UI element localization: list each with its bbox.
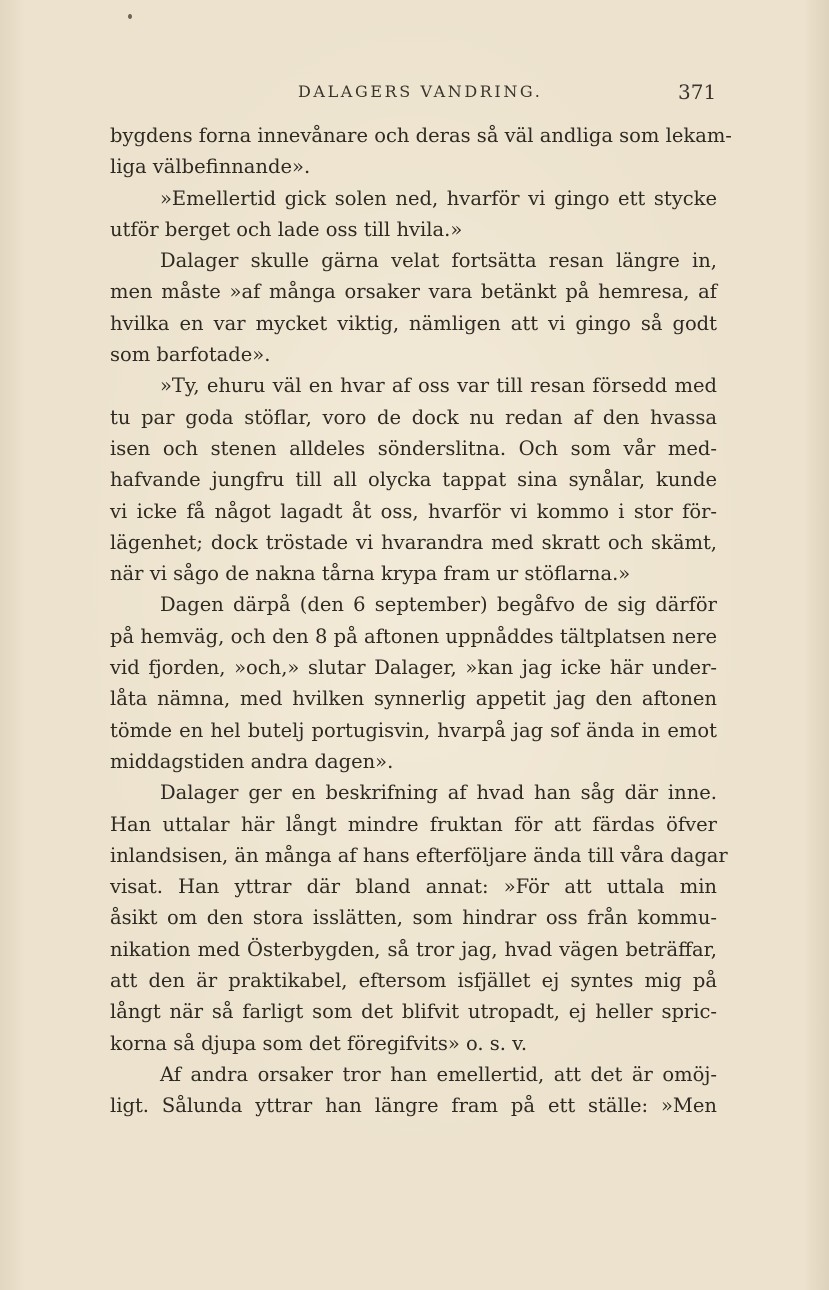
text-line: långt när så farligt som det blifvit utropadt, ej heller spric- [110,1000,717,1024]
text-line: att den är praktikabel, eftersom isfjället ej syntes mig på [110,969,717,993]
text-line: tu par goda stöflar, voro de dock nu redan af den hvassa [110,405,717,429]
text-line: hafvande jungfru till all olycka tappat sina synålar, kunde [110,468,717,492]
text-line: middagstiden andra dagen». [110,749,394,773]
text-line: bygdens forna innevånare och deras så väl andliga som lekam- [110,124,732,147]
text-line: Dagen därpå (den 6 september) begåfvo de sig därför [160,593,717,617]
text-line: hvilka en var mycket viktig, nämligen att vi gingo så godt [110,311,717,335]
text-line: isen och stenen alldeles sönderslitna. Och som vår med- [110,436,717,460]
text-line: inlandsisen, än många af hans efterföljare ända till våra dagar [110,843,728,867]
text-line: vid fjorden, »och,» slutar Dalager, »kan jag icke här under- [110,656,717,680]
text-line: visat. Han yttrar där bland annat: »För att uttala min [110,875,717,899]
text-line: Dalager skulle gärna velat fortsätta resan längre in, [160,249,717,273]
text-line: utför berget och lade oss till hvila.» [110,217,463,241]
text-line: »Ty, ehuru väl en hvar af oss var till resan försedd med [160,374,717,398]
text-line: »Emellertid gick solen ned, hvarför vi gingo ett stycke [160,186,717,210]
body-text [110,120,732,1122]
text-line: ligt. Sålunda yttrar han längre fram på ett ställe: »Men [110,1094,717,1118]
text-line: åsikt om den stora isslätten, som hindrar oss från kommu- [110,906,717,930]
ink-speck [128,14,132,19]
text-line: låta nämna, med hvilken synnerlig appetit jag den aftonen [110,687,717,711]
text-line: när vi sågo de nakna tårna krypa fram ur stöflarna.» [110,562,631,586]
text-line: som barfotade». [110,343,271,367]
text-line: Af andra orsaker tror han emellertid, att det är omöj- [160,1062,717,1086]
running-title: DALAGERS VANDRING. [298,82,543,101]
text-line: på hemväg, och den 8 på aftonen uppnåddes tältplatsen nere [110,624,717,648]
page-number: 371 [678,80,717,104]
text-line: korna så djupa som det föregifvits» o. s. v. [110,1031,528,1055]
text-line: men måste »af många orsaker vara betänkt på hemresa, af [110,280,717,304]
text-line: vi icke få något lagadt åt oss, hvarför vi kommo i stor för- [110,499,717,523]
text-line: nikation med Österbygden, så tror jag, hvad vägen beträffar, [110,937,717,961]
running-head [0,80,829,110]
text-line: lägenhet; dock tröstade vi hvarandra med skratt och skämt, [110,530,717,554]
text-line: tömde en hel butelj portugisvin, hvarpå jag sof ända in emot [110,718,717,742]
text-line: liga välbefinnande». [110,155,311,179]
text-line: Dalager ger en beskrifning af hvad han såg där inne. [160,781,717,805]
text-line: Han uttalar här långt mindre fruktan för att färdas öfver [110,812,717,836]
